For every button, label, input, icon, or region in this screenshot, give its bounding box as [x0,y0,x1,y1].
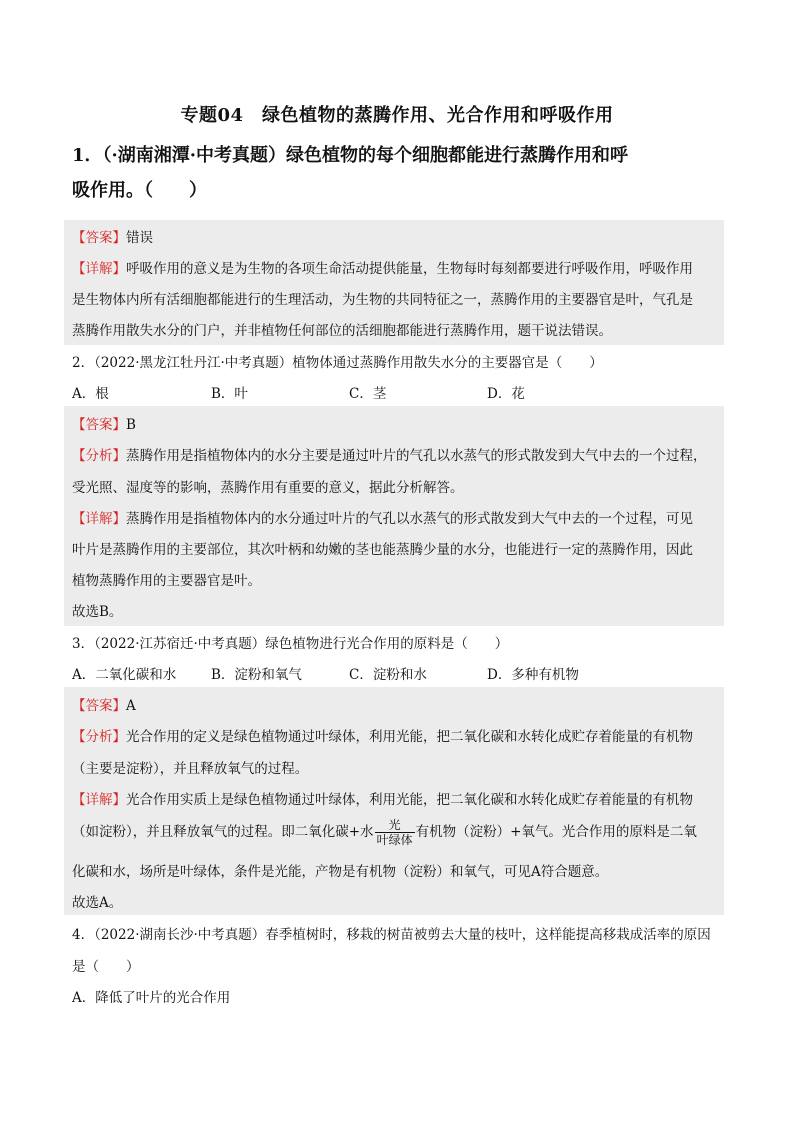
condition-light: 光 [375,818,415,833]
question-4-stem-line-1: 4．（2022·湖南长沙·中考真题）春季植树时，移栽的树苗被剪去大量的枝叶，这样能提高移栽成活率的原因 [72,927,711,943]
question-1-answer [72,226,153,246]
detail-tag: 【详解】 [72,261,126,277]
detail-tag: 【详解】 [72,792,126,808]
question-3-answer [72,694,136,714]
question-4-option-a: A．降低了叶片的光合作用 [72,990,231,1006]
equation-left: （如淀粉），并且释放氧气的过程。即二氧化碳+水 [72,824,374,840]
question-3-stem: 3．（2022·江苏宿迁·中考真题）绿色植物进行光合作用的原料是（ ） [72,636,509,652]
question-4-stem-line-2: 是（ ） [72,959,140,975]
question-3-detail-line-3: 化碳和水，场所是叶绿体，条件是光能，产物是有机物（淀粉）和氧气，可见A符合题意。 [72,864,609,880]
question-1-line-2: 吸作用。（ ） [72,180,207,201]
question-3-option-b: B．淀粉和氧气 [211,667,302,683]
answer-tag: 【答案】 [72,417,126,433]
question-2-option-a: A．根 [72,386,109,402]
analysis-tag: 【分析】 [72,729,126,745]
question-3-detail-line-1 [72,788,693,808]
question-2-answer [72,413,136,433]
answer-value: 错误 [126,230,153,246]
question-1-line-1: 1．（·湖南湘潭·中考真题）绿色植物的每个细胞都能进行蒸腾作用和呼 [72,145,629,166]
page-title: 专题04 绿色植物的蒸腾作用、光合作用和呼吸作用 [180,105,614,126]
answer-tag: 【答案】 [72,230,126,246]
question-1-stem [72,140,732,206]
question-1-detail-line-3: 蒸腾作用散失水分的门户，并非植物任何部位的活细胞都能进行蒸腾作用，题干说法错误。 [72,323,612,339]
question-3-analysis-line-2: （主要是淀粉），并且释放氧气的过程。 [72,761,309,777]
question-2-analysis-line-1 [72,444,707,464]
question-3-option-c: C．淀粉和水 [349,667,427,683]
detail-text: 呼吸作用的意义是为生物的各项生命活动提供能量，生物每时每刻都要进行呼吸作用，呼吸作用 [126,261,693,277]
question-2-option-c: C．茎 [349,386,387,402]
analysis-tag: 【分析】 [72,448,126,464]
question-3-option-d: D．多种有机物 [487,667,579,683]
question-2-detail-line-3: 植物蒸腾作用的主要器官是叶。 [72,573,261,589]
question-3-conclusion: 故选A。 [72,895,123,911]
answer-tag: 【答案】 [72,698,126,714]
answer-value: B [126,417,136,433]
question-2-stem: 2．（2022·黑龙江牡丹江·中考真题）植物体通过蒸腾作用散失水分的主要器官是（ ） [72,355,603,371]
detail-text: 光合作用实质上是绿色植物通过叶绿体，利用光能，把二氧化碳和水转化成贮存着能量的有机物 [126,792,693,808]
analysis-text: 蒸腾作用是指植物体内的水分主要是通过叶片的气孔以水蒸气的形式散发到大气中去的一个过程， [126,448,707,464]
question-2-detail-line-2: 叶片是蒸腾作用的主要部位，其次叶柄和幼嫩的茎也能蒸腾少量的水分，也能进行一定的蒸腾作用，因此 [72,542,693,558]
reaction-condition [375,818,415,847]
question-2-conclusion: 故选B。 [72,604,123,620]
question-3-analysis-line-1 [72,725,693,745]
question-3-detail-line-2 [72,818,697,847]
detail-tag: 【详解】 [72,511,126,527]
question-1-detail-line-1 [72,257,693,277]
question-2-option-d: D．花 [487,386,525,402]
equation-right: 有机物（淀粉）+氧气。光合作用的原料是二氧 [415,824,697,840]
analysis-text: 光合作用的定义是绿色植物通过叶绿体，利用光能，把二氧化碳和水转化成贮存着能量的有机物 [126,729,693,745]
question-3-option-a: A．二氧化碳和水 [72,667,177,683]
question-2-detail-line-1 [72,507,693,527]
question-2-option-b: B．叶 [211,386,248,402]
question-2-analysis-line-2: 受光照、湿度等的影响，蒸腾作用有重要的意义，据此分析解答。 [72,480,464,496]
answer-value: A [126,698,136,714]
question-1-detail-line-2: 是生物体内所有活细胞都能进行的生理活动，为生物的共同特征之一，蒸腾作用的主要器官是叶，气孔是 [72,292,693,308]
condition-chloroplast: 叶绿体 [376,833,413,847]
detail-text: 蒸腾作用是指植物体内的水分通过叶片的气孔以水蒸气的形式散发到大气中去的一个过程，可见 [126,511,693,527]
